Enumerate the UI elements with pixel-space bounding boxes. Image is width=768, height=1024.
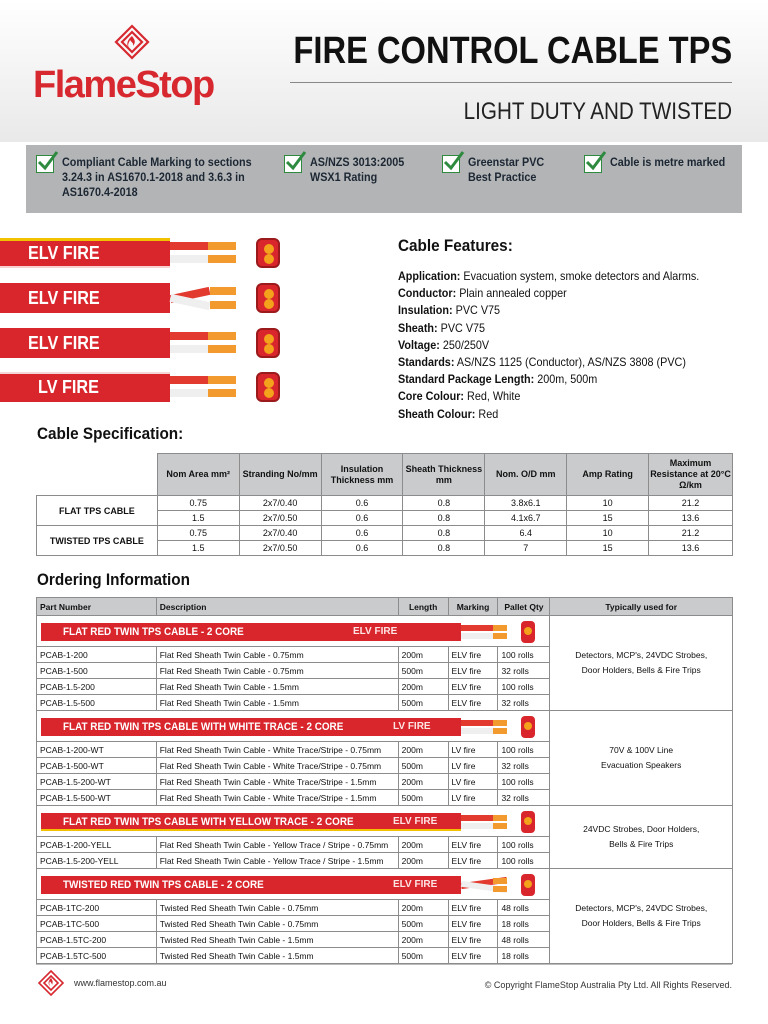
page-title: FIRE CONTROL CABLE TPS [293, 30, 732, 72]
table-row: PCAB-1.5-500 Flat Red Sheath Twin Cable - 1.5mm 500m ELV fire 32 rolls [37, 695, 733, 711]
order-header: Description [156, 598, 398, 616]
table-row: PCAB-1-500-WT Flat Red Sheath Twin Cable - White Trace/Stripe - 0.75mm 500m LV fire 32 rolls [37, 758, 733, 774]
flamestop-logo [33, 24, 233, 104]
feature-item: Sheath Colour: Red [398, 406, 499, 421]
checkbox-icon [442, 155, 460, 173]
band-code: LV FIRE [393, 720, 431, 732]
order-header: Length [398, 598, 448, 616]
order-group-band [37, 806, 733, 837]
spec-title: Cable Specification: [37, 424, 184, 443]
cable-image-elv [0, 238, 290, 268]
feature-item: Core Colour: Red, White [398, 389, 521, 404]
usage-cell: Detectors, MCP's, 24VDC Strobes, Door Holders, Bells & Fire Trips [550, 869, 733, 964]
cable-end-icon [521, 716, 535, 738]
title-divider [290, 82, 732, 83]
page-subtitle: LIGHT DUTY AND TWISTED [463, 98, 732, 125]
spec-header: Stranding No/mm [239, 454, 321, 496]
features-title: Cable Features: [398, 236, 513, 255]
cable-image-elv-twisted [0, 283, 290, 313]
compliance-band [26, 145, 742, 213]
table-row: PCAB-1-200-YELL Flat Red Sheath Twin Cable - Yellow Trace / Stripe - 0.75mm 200m ELV fire 100 rolls [37, 837, 733, 853]
footer-website-link[interactable]: www.flamestop.com.au [74, 978, 167, 988]
checkbox-icon [36, 155, 54, 173]
band-code: ELV FIRE [353, 625, 398, 637]
order-group-band [37, 869, 733, 900]
feature-item: Conductor: Plain annealed copper [398, 286, 567, 301]
flame-diamond-icon [36, 970, 66, 996]
spec-header: Insulation Thickness mm [321, 454, 403, 496]
table-row: PCAB-1.5-200 Flat Red Sheath Twin Cable - 1.5mm 200m ELV fire 100 rolls [37, 679, 733, 695]
cable-end-icon [256, 328, 280, 358]
ordering-title: Ordering Information [37, 570, 190, 589]
table-row: 1.5 2x7/0.50 0.6 0.8 4.1x6.7 15 13.6 [37, 511, 733, 526]
order-header: Typically used for [550, 598, 733, 616]
feature-item: Application: Evacuation system, smoke detectors and Alarms. [398, 269, 700, 283]
usage-cell: Detectors, MCP's, 24VDC Strobes, Door Holders, Bells & Fire Trips [550, 616, 733, 711]
footer-divider [36, 964, 732, 965]
order-group-band [37, 711, 733, 742]
spec-header: Amp Rating [567, 454, 649, 496]
table-row: PCAB-1.5-500-WT Flat Red Sheath Twin Cable - White Trace/Stripe - 1.5mm 500m LV fire 32 rolls [37, 790, 733, 806]
band-title: FLAT RED TWIN TPS CABLE WITH WHITE TRACE - 2 CORE [63, 720, 344, 733]
checkbox-icon [284, 155, 302, 173]
spec-header: Maximum Resistance at 20°C Ω/km [649, 454, 733, 496]
spec-header: Nom Area mm² [157, 454, 239, 496]
compliance-item [584, 155, 744, 173]
table-row: PCAB-1-200-WT Flat Red Sheath Twin Cable - White Trace/Stripe - 0.75mm 200m LV fire 100 rolls [37, 742, 733, 758]
order-group-band [37, 616, 733, 647]
brand-name: FlameStop [33, 64, 214, 106]
table-row: PCAB-1TC-500 Twisted Red Sheath Twin Cable - 0.75mm 500m ELV fire 18 rolls [37, 916, 733, 932]
band-title: TWISTED RED TWIN TPS CABLE - 2 CORE [63, 878, 264, 891]
spec-header: Sheath Thickness mm [403, 454, 485, 496]
table-row: FLAT TPS CABLE 0.75 2x7/0.40 0.6 0.8 3.8x6.1 10 21.2 [37, 496, 733, 511]
compliance-text: Greenstar PVC Best Practice [468, 155, 545, 184]
table-row: PCAB-1TC-200 Twisted Red Sheath Twin Cable - 0.75mm 200m ELV fire 48 rolls [37, 900, 733, 916]
cable-label: ELV FIRE [28, 333, 100, 353]
order-header: Part Number [37, 598, 157, 616]
table-row: TWISTED TPS CABLE 0.75 2x7/0.40 0.6 0.8 6.4 10 21.2 [37, 526, 733, 541]
cable-end-icon [256, 372, 280, 402]
compliance-text: Cable is metre marked [610, 155, 726, 169]
table-row: PCAB-1.5-200-WT Flat Red Sheath Twin Cable - White Trace/Stripe - 1.5mm 200m LV fire 100 rolls [37, 774, 733, 790]
compliance-text: AS/NZS 3013:2005 WSX1 Rating [310, 155, 405, 184]
spec-group-label: FLAT TPS CABLE [37, 496, 158, 526]
order-header: Marking [448, 598, 498, 616]
table-row: PCAB-1.5TC-200 Twisted Red Sheath Twin Cable - 1.5mm 200m ELV fire 48 rolls [37, 932, 733, 948]
compliance-item [284, 155, 424, 185]
flame-diamond-icon [103, 24, 161, 64]
cable-label: LV FIRE [38, 377, 99, 397]
feature-item: Standard Package Length: 200m, 500m [398, 372, 598, 387]
table-row: PCAB-1-200 Flat Red Sheath Twin Cable - 0.75mm 200m ELV fire 100 rolls [37, 647, 733, 663]
checkbox-icon [584, 155, 602, 173]
cable-end-icon [521, 874, 535, 896]
table-row: 1.5 2x7/0.50 0.6 0.8 7 15 13.6 [37, 541, 733, 556]
table-row: PCAB-1.5-200-YELL Flat Red Sheath Twin Cable - Yellow Trace / Stripe - 1.5mm 200m ELV fire 100 rolls [37, 853, 733, 869]
spec-group-label: TWISTED TPS CABLE [37, 526, 158, 556]
band-title: FLAT RED TWIN TPS CABLE - 2 CORE [63, 625, 244, 638]
header [0, 0, 768, 142]
feature-item: Sheath: PVC V75 [398, 320, 486, 335]
compliance-item [36, 155, 276, 200]
cable-label: ELV FIRE [28, 288, 100, 308]
spec-header: Nom. O/D mm [485, 454, 567, 496]
features-list [398, 268, 758, 423]
band-code: ELV FIRE [393, 878, 438, 890]
cable-end-icon [256, 238, 280, 268]
usage-cell: 24VDC Strobes, Door Holders, Bells & Fire Trips [550, 806, 733, 869]
cable-end-icon [521, 621, 535, 643]
cable-end-icon [256, 283, 280, 313]
feature-item: Standards: AS/NZS 1125 (Conductor), AS/NZS 3808 (PVC) [398, 355, 686, 370]
cable-end-icon [521, 811, 535, 833]
table-row: PCAB-1-500 Flat Red Sheath Twin Cable - 0.75mm 500m ELV fire 32 rolls [37, 663, 733, 679]
spec-table [36, 453, 733, 556]
cable-image-elv-white [0, 328, 290, 358]
table-row: PCAB-1.5TC-500 Twisted Red Sheath Twin Cable - 1.5mm 500m ELV fire 18 rolls [37, 948, 733, 964]
footer-copyright: © Copyright FlameStop Australia Pty Ltd. All Rights Reserved. [484, 980, 732, 990]
compliance-text: Compliant Cable Marking to sections 3.24.3 in AS1670.1-2018 and 3.6.3 in AS1670.4-2018 [62, 155, 252, 199]
order-header: Pallet Qty [498, 598, 550, 616]
band-title: FLAT RED TWIN TPS CABLE WITH YELLOW TRACE - 2 CORE [63, 815, 354, 828]
feature-item: Insulation: PVC V75 [398, 303, 501, 318]
feature-item: Voltage: 250/250V [398, 337, 490, 352]
band-code: ELV FIRE [393, 815, 438, 827]
ordering-table [36, 597, 733, 964]
usage-cell: 70V & 100V Line Evacuation Speakers [550, 711, 733, 806]
cable-image-lv [0, 372, 290, 402]
cable-label: ELV FIRE [28, 243, 100, 263]
compliance-item [442, 155, 582, 185]
